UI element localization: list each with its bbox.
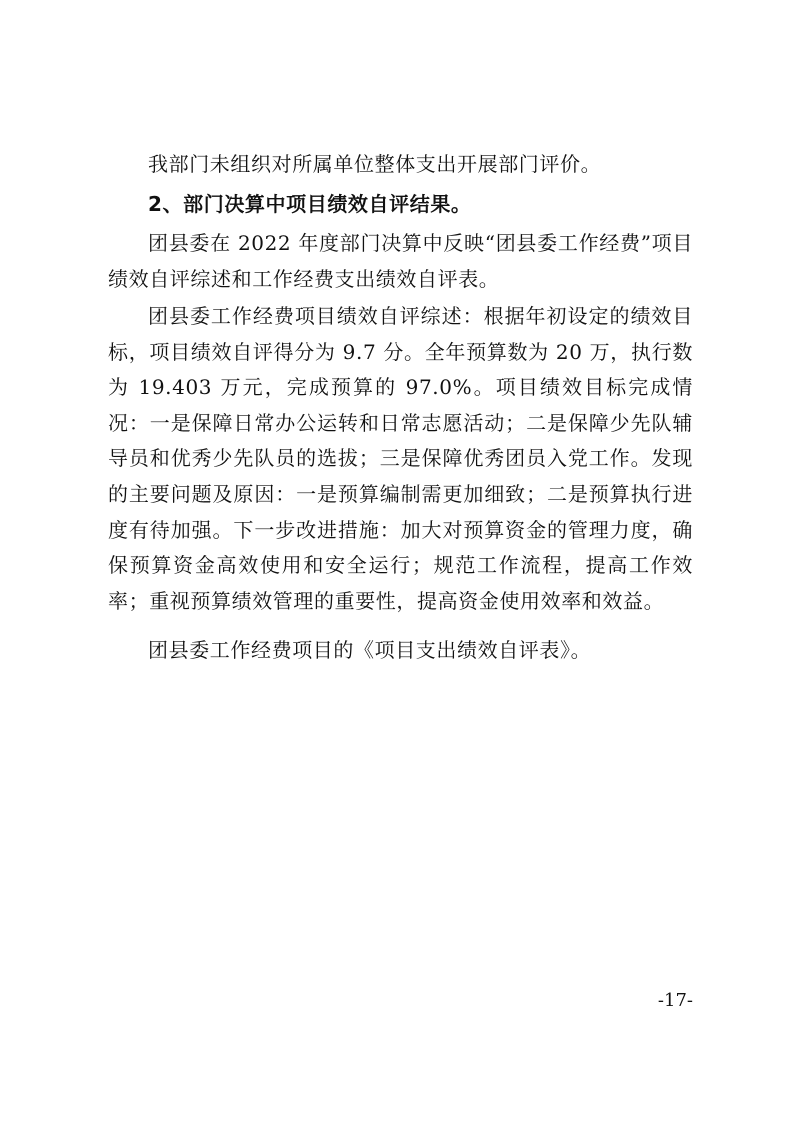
page-number: -17- — [657, 990, 693, 1011]
paragraph-evaluation-table-reference: 团县委工作经费项目的《项目支出绩效自评表》。 — [148, 638, 592, 662]
paragraph-department-evaluation: 我部门未组织对所属单位整体支出开展部门评价。 — [148, 152, 602, 176]
paragraph-project-overview: 团县委在 2022 年度部门决算中反映“团县委工作经费”项目绩效自评综述和工作经费支出绩效自评表。 — [108, 231, 693, 291]
section-heading-project-self-evaluation: 2、部门决算中项目绩效自评结果。 — [148, 192, 472, 216]
paragraph-self-evaluation-summary: 团县委工作经费项目绩效自评综述：根据年初设定的绩效目标，项目绩效自评得分为 9.7 分。全年预算数为 20 万，执行数为 19.403 万元，完成预算的 97.0%。项目绩效目标完成情况：一是保障日常办公运转和日常志愿活动；二是保障少先队辅导员和优秀少先队员的选拔；三是保障优秀团员入党工作。发现的主要问题及原因：一是预算编制需更加细致；二是预算执行进度有待加强。下一步改进措施：加大对预算资金的管理力度，确保预算资金高效使用和安全运行；规范工作流程，提高工作效率；重视预算绩效管理的重要性，提高资金使用效率和效益。 — [108, 304, 693, 613]
